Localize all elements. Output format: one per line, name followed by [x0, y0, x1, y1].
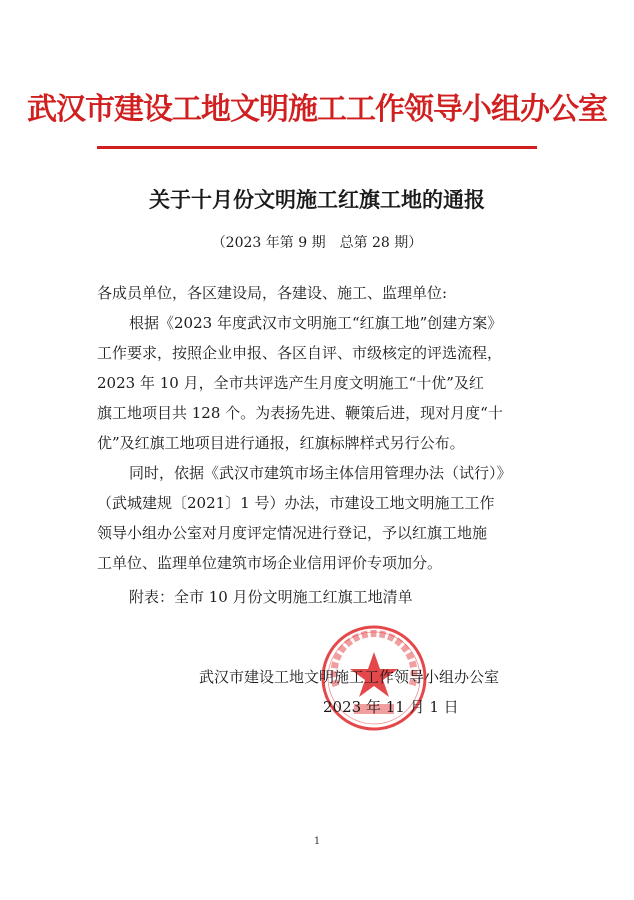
paragraph-line: 同时，依据《武汉市建筑市场主体信用管理办法（试行）》 [129, 464, 512, 482]
document-title: 关于十月份文明施工红旗工地的通报 [149, 187, 485, 212]
letterhead-title: 武汉市建设工地文明施工工作领导小组办公室 [27, 92, 607, 127]
page-number: 1 [313, 836, 321, 847]
paragraph-line: 工单位、监理单位建筑市场企业信用评价专项加分。 [97, 554, 443, 572]
paragraph-line: 旗工地项目共 128 个。为表扬先进、鞭策后进，现对月度“十 [97, 404, 503, 422]
signature-date: 2023 年 11 月 1 日 [323, 698, 459, 716]
paragraph-line: （武城建规〔2021〕1 号）办法，市建设工地文明施工工作 [97, 494, 495, 512]
addressee: 各成员单位，各区建设局，各建设、施工、监理单位: [97, 284, 448, 302]
letterhead-rule [97, 146, 537, 149]
paragraph-line: 2023 年 10 月，全市共评选产生月度文明施工“十优”及红 [97, 374, 484, 392]
paragraph-line: 领导小组办公室对月度评定情况进行登记，予以红旗工地施 [97, 524, 488, 542]
paragraph-line: 根据《2023 年度武汉市文明施工“红旗工地”创建方案》 [129, 314, 503, 332]
attachment-note: 附表：全市 10 月份文明施工红旗工地清单 [129, 588, 413, 606]
paragraph-line: 优”及红旗工地项目进行通报，红旗标牌样式另行公布。 [97, 434, 465, 452]
signature-org: 武汉市建设工地文明施工工作领导小组办公室 [199, 668, 500, 686]
document-number: （2023 年第 9 期 总第 28 期） [211, 235, 423, 251]
paragraph-line: 工作要求，按照企业申报、各区自评、市级核定的评选流程， [97, 344, 503, 362]
